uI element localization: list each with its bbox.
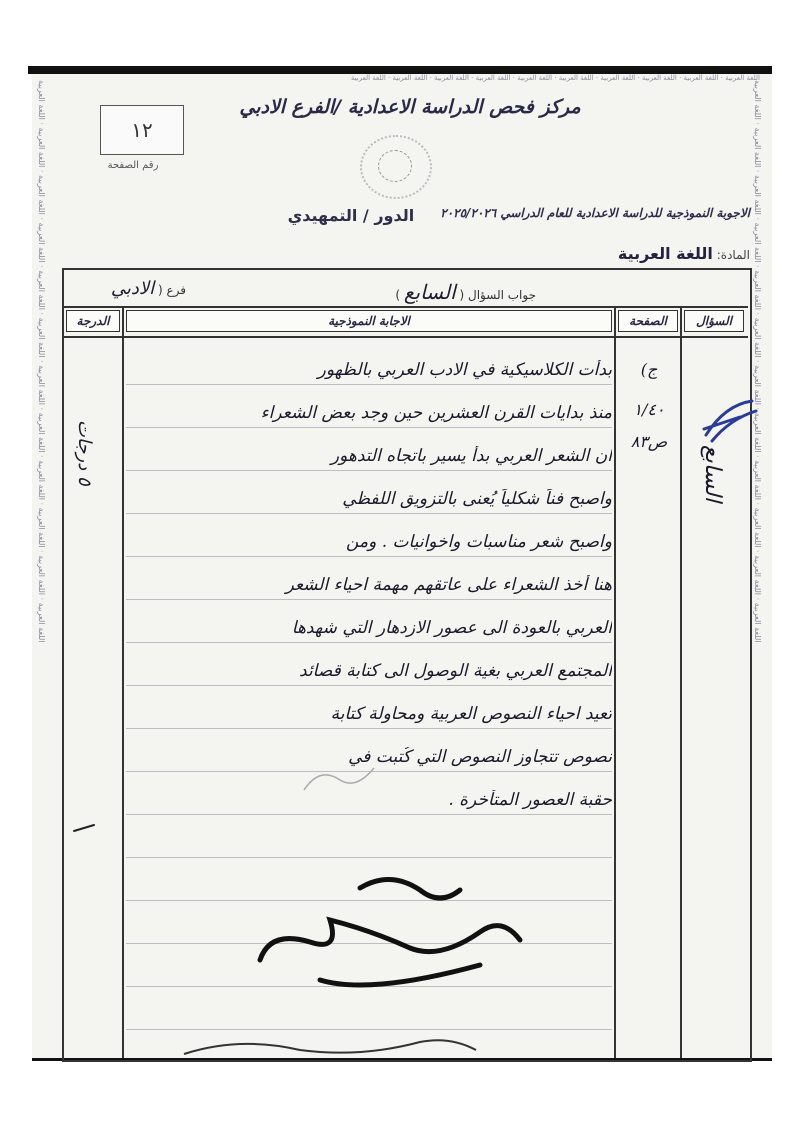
ruled-line [126, 556, 612, 557]
ruled-line [126, 642, 612, 643]
top-repeat-strip: اللغة العربية · اللغة العربية · اللغة العربية · اللغة العربية · اللغة العربية · اللغة العربية · اللغة العربية · اللغة العربية · اللغة العربية · اللغة العربية [350, 74, 760, 82]
bottom-scribble-icon [180, 1028, 480, 1058]
row-separator [62, 306, 748, 308]
top-border [28, 66, 772, 74]
answer-close: ) [395, 288, 401, 302]
header-separator [62, 336, 748, 338]
page-number: ١٢ [131, 118, 153, 142]
page-ref-2: ١/٤٠ [633, 400, 665, 419]
answer-line: ان الشعر العربي بدأ يسير باتجاه التدهور [330, 446, 612, 466]
ruled-line [126, 513, 612, 514]
page-ref-3: ص٨٣ [630, 432, 668, 451]
right-margin-strip: اللغة العربية · اللغة العربية · اللغة العربية · اللغة العربية · اللغة العربية · اللغة العربية · اللغة العربية · اللغة العربية · اللغة العربية · اللغة العربية · اللغة العربية · اللغة العربية [753, 80, 762, 643]
signature [250, 860, 540, 1000]
subject-label: المادة: [716, 248, 750, 262]
ruled-line [126, 599, 612, 600]
ruled-line [126, 427, 612, 428]
question-note-text: السابع [700, 445, 725, 502]
page-number-label: رقم الصفحة [107, 160, 159, 171]
exam-meta-line [230, 206, 750, 225]
ruled-line [126, 814, 612, 815]
ruled-line [126, 685, 612, 686]
tick-mark-icon [70, 815, 100, 845]
seal-emblem-icon [378, 150, 412, 182]
answer-line: العربي بالعودة الى عصور الازدهار التي شهدها [291, 618, 612, 638]
grade-note-text: ٥ درجات [74, 420, 95, 486]
exam-title: الاجوبة النموذجية للدراسة الاعدادية للعام الدراسي ٢٠٢٥/٢٠٢٦ [440, 206, 750, 220]
answer-line: نصوص تتجاوز النصوص التي كُتبت في [348, 747, 612, 767]
column-grade: الدرجة [66, 310, 120, 332]
answer-label: جواب السؤال ( [459, 288, 536, 302]
checkmark-scribble-icon [700, 395, 760, 455]
stray-mark-icon [300, 760, 380, 800]
answer-line: واصبح شعر مناسبات واخوانيات . ومن [346, 532, 612, 552]
grade-note [66, 420, 106, 550]
center-title: مركز فحص الدراسة الاعدادية /الفرع الادبي [239, 96, 581, 118]
ruled-line [126, 384, 612, 385]
answer-question-value: السابع [403, 280, 456, 304]
page-number-box [100, 105, 184, 155]
branch-field [66, 278, 186, 299]
branch-value: الادبي [110, 278, 155, 299]
left-margin-strip: اللغة العربية · اللغة العربية · اللغة العربية · اللغة العربية · اللغة العربية · اللغة العربية · اللغة العربية · اللغة العربية · اللغة العربية · اللغة العربية · اللغة العربية · اللغة العربية [37, 80, 46, 643]
answer-line: حقبة العصور المتأخرة . [448, 790, 612, 810]
question-caption [290, 280, 536, 304]
page-ref-1: ج) [640, 360, 658, 379]
answer-line: المجتمع العربي بغية الوصول الى كتابة قصائد [299, 661, 612, 681]
ruled-line [126, 857, 612, 858]
signature-stroke-icon [250, 860, 540, 1000]
subject-value: اللغة العربية [617, 244, 713, 263]
ruled-line [126, 728, 612, 729]
grade-column-rule [122, 306, 124, 1058]
exam-round: الدور / التمهيدي [287, 206, 415, 225]
subject-line [540, 244, 750, 263]
column-question: السؤال [684, 310, 744, 332]
answer-column-rule [614, 306, 616, 1058]
answer-line: بدأت الكلاسيكية في الادب العربي بالظهور [317, 360, 612, 380]
page-column-rule [680, 306, 682, 1058]
column-model-answer: الاجابة النموذجية [126, 310, 612, 332]
ruled-line [126, 470, 612, 471]
answer-line: واصبح فناً شكلياً يُعنى بالتزويق اللفظي [342, 489, 612, 509]
column-page: الصفحة [618, 310, 678, 332]
branch-label: فرع ( [157, 283, 186, 297]
answer-line: تعيد احياء النصوص العربية ومحاولة كتابة [330, 704, 612, 724]
answer-line: هنا أخذ الشعراء على عاتقهم مهمة احياء الشعر [285, 575, 612, 595]
answer-line: منذ بدايات القرن العشرين حين وجد بعض الشعراء [260, 403, 612, 423]
